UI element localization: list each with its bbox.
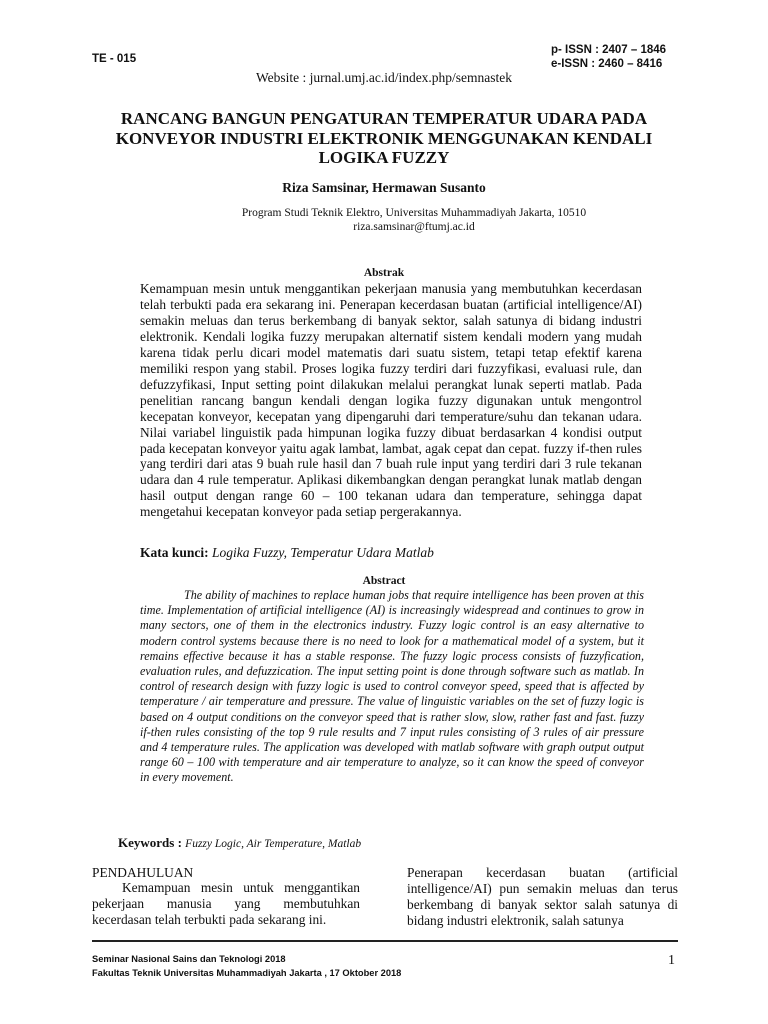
abstrak-heading: Abstrak: [363, 267, 405, 279]
body-column-right: Penerapan kecerdasan buatan (artificial intelligence/AI) pun semakin meluas dan terus berkembang di banyak sektor salah satunya di bidang industri elektronik, salah satunya: [407, 865, 678, 928]
keywords: [118, 835, 361, 851]
abstrak-text: Kemampuan mesin untuk menggantikan pekerjaan manusia yang membutuhkan kecerdasan telah terbukti pada era sekarang ini. Penerapan kecerdasan buatan (artificial intelligence/AI) semakin meluas dan terus berkembang di banyak sektor, salah satunya di bidang industri elektronik. Kendali logika fuzzy merupakan alternatif sistem kendali modern yang mudah karena tidak perlu dicari model matematis dari suatu sistem, tetapi tetap efektif karena memiliki respon yang stabil. Proses logika fuzzy terdiri dari fuzzyfikasi, evaluasi rule, dan defuzzyfikasi, Input setting point dilakukan melalui perangkat lunak seperti matlab. Pada penelitian rancang bangun kendali dengan logika fuzzy digunakan untuk mengontrol kecepatan konveyor, kecepatan yang dipengaruhi dari temperature/suhu dan tekanan udara. Nilai variabel linguistik pada himpunan logika fuzzy dibuat berdasarkan 4 kondisi output pada kecepatan konveyor yaitu agak lambat, lambat, agak cepat dan cepat. fuzzy if-then rules yang terdiri dari atas 9 buah rule hasil dan 7 buah rule input yang terdiri dari 3 rule tekanan udara dan 4 rule temperatur. Aplikasi dikembangkan dengan perangkat lunak matlab dengan hasil output dengan range 60 – 100 tekanan udara dan temperature, sehingga dapat mengetahui kecepatan konveyor pada setiap pergerakannya.: [140, 281, 642, 520]
footer-divider: [92, 940, 678, 942]
paper-code: TE - 015: [92, 53, 137, 65]
paper-title: RANCANG BANGUN PENGATURAN TEMPERATUR UDARA PADA KONVEYOR INDUSTRI ELEKTRONIK MENGGUNAKAN KENDALI LOGIKA FUZZY: [115, 109, 653, 167]
website-line: Website : jurnal.umj.ac.id/index.php/semnastek: [255, 70, 513, 85]
email: riza.samsinar@ftumj.ac.id: [353, 221, 475, 233]
kata-kunci: [140, 545, 434, 561]
abstract-text: The ability of machines to replace human jobs that require intelligence has been proven at this time. Implementation of artificial intelligence (AI) is increasingly widespread and continues to grow in many sectors, one of them in the electronics industry. Fuzzy logic control is an easy alternative to modern control systems because there is no need to look for a mathematical model of a system, but it remains effective because it has a stable response. The fuzzy logic process consists of fuzzyfication, evaluation rules, and defuzzication. The input setting point is done through software such as matlab. In control of research design with fuzzy logic is used to control conveyor speed, speed that is affected by temperature / air temperature and pressure. The value of linguistic variables on the set of fuzzy logic is based on 4 output conditions on the conveyor speed that is rather slow, slow, rather fast and fast. fuzzy if-then rules consisting of the top 9 rule results and 7 input rules consisting of 3 rules of air pressure and 4 temperature rules. The application was developed with matlab software with graph output output range 60 – 100 with temperature and air temperature to analyze, so it can know the speed of conveyor in every movement.: [140, 588, 644, 785]
affiliation-block: [0, 206, 768, 234]
page-number: 1: [668, 953, 675, 968]
section-heading: PENDAHULUAN: [92, 865, 194, 880]
issn-block: [551, 43, 666, 71]
footer-seminar: Seminar Nasional Sains dan Teknologi 2018: [92, 954, 286, 964]
authors: Riza Samsinar, Hermawan Susanto: [282, 180, 486, 195]
keywords-label: Keywords :: [118, 835, 182, 850]
p-issn: p- ISSN : 2407 – 1846: [551, 44, 667, 56]
kata-kunci-values: Logika Fuzzy, Temperatur Udara Matlab: [212, 545, 434, 560]
e-issn: e-ISSN : 2460 – 8416: [551, 58, 663, 70]
affiliation: Program Studi Teknik Elektro, Universitas Muhammadiyah Jakarta, 10510: [241, 207, 587, 219]
body-column-left: Kemampuan mesin untuk menggantikan pekerjaan manusia yang membutuhkan kecerdasan telah terbukti pada sekarang ini.: [92, 880, 360, 927]
abstract-heading: Abstract: [362, 575, 406, 587]
keywords-values: Fuzzy Logic, Air Temperature, Matlab: [185, 838, 362, 850]
footer-faculty: Fakultas Teknik Universitas Muhammadiyah Jakarta , 17 Oktober 2018: [92, 968, 402, 978]
kata-kunci-label: Kata kunci:: [140, 545, 209, 560]
